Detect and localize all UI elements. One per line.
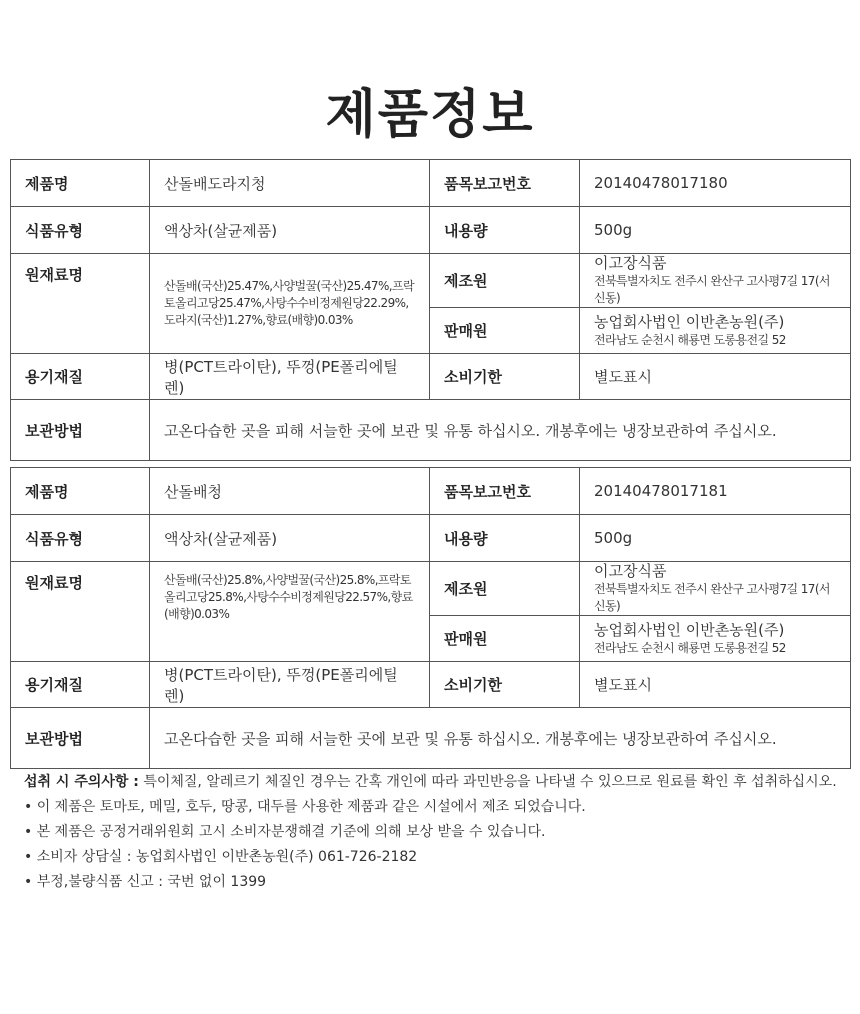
ingredients-value: 산돌배(국산)25.47%,사양벌꿀(국산)25.47%,프락토올리고당25.47%,사탕수수비정제원당22.29%,도라지(국산)1.27%,향료(배향)0.03% [150, 254, 430, 354]
list-item: • 본 제품은 공정거래위원회 고시 소비자분쟁해결 기준에 의해 보상 받을 수 있습니다. [24, 824, 546, 840]
seller-name: 농업회사법인 이반촌농원(주) [594, 620, 785, 639]
report-no-value: 20140478017180 [580, 160, 851, 207]
report-no-label: 품목보고번호 [430, 468, 580, 515]
product-info-table-1 [10, 159, 851, 461]
seller-address: 전라남도 순천시 해룡면 도롱용전길 52 [594, 640, 786, 655]
page-title: 제품정보 [325, 85, 535, 145]
container-label: 용기재질 [11, 354, 150, 400]
table-row [11, 468, 851, 515]
list-item: • 이 제품은 토마토, 메밀, 호두, 땅콩, 대두를 사용한 제품과 같은 시설에서 제조 되었습니다. [24, 799, 586, 815]
storage-value: 고온다습한 곳을 피해 서늘한 곳에 보관 및 유통 하십시오. 개봉후에는 냉장보관하여 주십시오. [150, 708, 851, 769]
list-item: • 부정,불량식품 신고 : 국번 없이 1399 [24, 874, 267, 890]
ingredients-label: 원재료명 [11, 254, 150, 354]
manufacturer-name: 이고장식품 [594, 254, 667, 272]
product-name-label: 제품명 [11, 160, 150, 207]
food-type-value: 액상차(살균제품) [150, 207, 430, 254]
seller-value [580, 308, 851, 354]
container-label: 용기재질 [11, 662, 150, 708]
report-no-label: 품목보고번호 [430, 160, 580, 207]
expiry-value: 별도표시 [580, 354, 851, 400]
product-info-table-2 [10, 467, 851, 769]
manufacturer-address: 전북특별자치도 전주시 완산구 고사평7길 17(서신동) [594, 274, 830, 305]
storage-label: 보관방법 [11, 708, 150, 769]
volume-value: 500g [580, 207, 851, 254]
food-type-label: 식품유형 [11, 515, 150, 562]
expiry-value: 별도표시 [580, 662, 851, 708]
seller-label: 판매원 [430, 616, 580, 662]
notes-section [24, 770, 854, 895]
ingredients-value: 산돌배(국산)25.8%,사양벌꿀(국산)25.8%,프락토올리고당25.8%,사탕수수비정제원당22.57%,향료(배향)0.03% [150, 562, 430, 662]
food-type-value: 액상차(살균제품) [150, 515, 430, 562]
caution-text: 특이체질, 알레르기 체질인 경우는 간혹 개인에 따라 과민반응을 나타낼 수 있으므로 원료를 확인 후 섭취하십시오. [138, 774, 837, 790]
table-row [11, 662, 851, 708]
table-row [11, 254, 851, 308]
container-value: 병(PCT트라이탄), 뚜껑(PE폴리에틸렌) [150, 354, 430, 400]
product-name-label: 제품명 [11, 468, 150, 515]
manufacturer-name: 이고장식품 [594, 562, 667, 580]
container-value: 병(PCT트라이탄), 뚜껑(PE폴리에틸렌) [150, 662, 430, 708]
manufacturer-value [580, 254, 851, 308]
report-no-value: 20140478017181 [580, 468, 851, 515]
list-item: • 소비자 상담실 : 농업회사법인 이반촌농원(주) 061-726-2182 [24, 849, 418, 865]
seller-address: 전라남도 순천시 해룡면 도롱용전길 52 [594, 332, 786, 347]
table-row [11, 708, 851, 769]
volume-label: 내용량 [430, 515, 580, 562]
seller-label: 판매원 [430, 308, 580, 354]
table-row [11, 207, 851, 254]
table-row [11, 160, 851, 207]
caution-label: 섭취 시 주의사항 : [24, 774, 139, 790]
storage-value: 고온다습한 곳을 피해 서늘한 곳에 보관 및 유통 하십시오. 개봉후에는 냉장보관하여 주십시오. [150, 400, 851, 461]
product-name-value: 산돌배청 [150, 468, 430, 515]
manufacturer-label: 제조원 [430, 254, 580, 308]
manufacturer-label: 제조원 [430, 562, 580, 616]
volume-label: 내용량 [430, 207, 580, 254]
food-type-label: 식품유형 [11, 207, 150, 254]
table-row [11, 400, 851, 461]
caution-line [24, 770, 854, 795]
table-row [11, 354, 851, 400]
storage-label: 보관방법 [11, 400, 150, 461]
ingredients-label: 원재료명 [11, 562, 150, 662]
manufacturer-address: 전북특별자치도 전주시 완산구 고사평7길 17(서신동) [594, 582, 830, 613]
product-name-value: 산돌배도라지청 [150, 160, 430, 207]
seller-name: 농업회사법인 이반촌농원(주) [594, 312, 785, 331]
volume-value: 500g [580, 515, 851, 562]
expiry-label: 소비기한 [430, 662, 580, 708]
table-row [11, 515, 851, 562]
expiry-label: 소비기한 [430, 354, 580, 400]
table-row [11, 562, 851, 616]
manufacturer-value [580, 562, 851, 616]
seller-value [580, 616, 851, 662]
